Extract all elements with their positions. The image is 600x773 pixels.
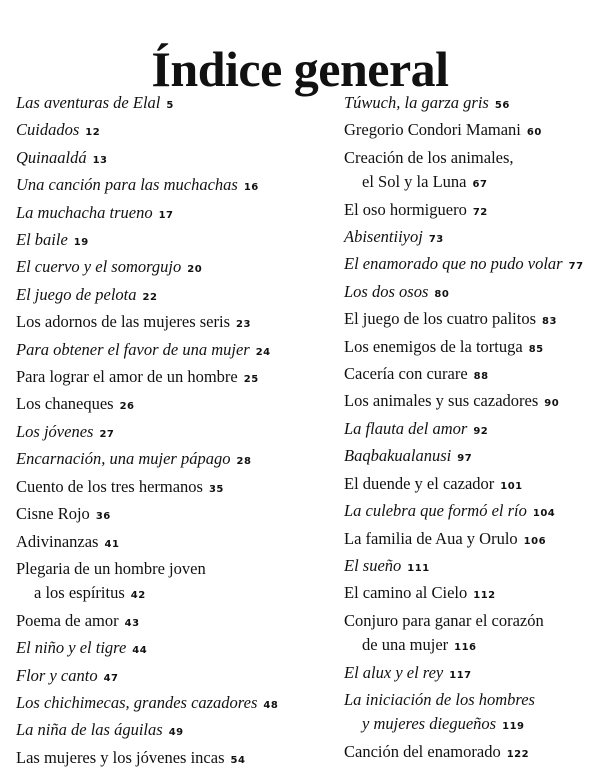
toc-entry [344, 581, 600, 608]
toc-entry-title: Encarnación, una mujer pápago [16, 449, 231, 469]
toc-page-number: 73 [428, 234, 444, 246]
toc-entry-title: El camino al Cielo [344, 583, 468, 603]
toc-entry-title: Las mujeres y los jóvenes incas [16, 747, 225, 767]
toc-entry-title: La flauta del amor [344, 418, 468, 438]
toc-entry-title: Poema de amor [16, 610, 119, 630]
toc-entry [16, 283, 316, 310]
toc-page-number: 106 [523, 535, 547, 547]
toc-entry [16, 146, 316, 173]
toc-page-number: 85 [528, 343, 544, 355]
toc-page-number: 92 [473, 425, 489, 437]
toc-page-number: 47 [103, 672, 119, 684]
toc-page-number: 13 [92, 154, 108, 166]
toc-page-number: 54 [230, 754, 246, 766]
toc-entry-title: Conjuro para ganar el corazón [344, 610, 544, 630]
toc-entry-title: El niño y el tigre [16, 638, 127, 658]
toc-entry-title: El oso hormiguero [344, 199, 467, 219]
toc-entry-title: Flor y canto [16, 665, 98, 685]
toc-page-number: 41 [104, 538, 120, 550]
toc-page-number: 49 [168, 727, 184, 739]
toc-entry [16, 475, 316, 502]
toc-entry-title: Adivinanzas [16, 531, 99, 551]
toc-page-number: 83 [542, 316, 557, 328]
toc-entry [344, 362, 600, 389]
toc-entry-title: Para obtener el favor de una mujer [16, 339, 250, 359]
toc-entry-continuation [344, 170, 600, 197]
toc-page-number: 27 [99, 428, 115, 440]
toc-page-number: 36 [95, 511, 111, 523]
toc-entry-title: La iniciación de los hombres [344, 689, 535, 709]
toc-entry-continuation [16, 581, 316, 608]
toc-entry [16, 392, 316, 419]
toc-page-number: 28 [236, 456, 252, 468]
toc-entry [344, 389, 600, 416]
toc-page-number: 116 [454, 642, 477, 654]
toc-page-number: 43 [124, 617, 140, 629]
toc-entry-title: Los dos osos [344, 281, 429, 301]
toc-entry-title: Gregorio Condori Mamani [344, 120, 521, 140]
toc-entry [344, 118, 600, 145]
toc-page-number: 104 [532, 508, 556, 520]
toc-page-number: 24 [255, 346, 271, 358]
toc-page-number: 26 [119, 401, 135, 413]
toc-page-number: 101 [500, 480, 523, 492]
toc-entry [16, 746, 316, 773]
toc-page-number: 22 [142, 291, 158, 303]
toc-entry [344, 307, 600, 334]
toc-entry [16, 691, 316, 718]
toc-entry-title-line2: y mujeres diegueños [362, 714, 497, 734]
toc-entry [344, 527, 600, 554]
toc-entry [344, 472, 600, 499]
toc-entry [16, 365, 316, 392]
toc-page-number: 60 [526, 127, 542, 139]
toc-entry-title-line2: el Sol y la Luna [362, 172, 467, 192]
toc-entry [344, 198, 600, 225]
toc-entry [16, 420, 316, 447]
toc-page-number: 67 [472, 179, 488, 191]
toc-entry [344, 740, 600, 767]
toc-entry [16, 718, 316, 745]
toc-entry [16, 91, 316, 118]
toc-entry [16, 530, 316, 557]
toc-entry [344, 609, 600, 661]
toc-entry [16, 310, 316, 337]
toc-entry-continuation [344, 633, 600, 660]
toc-page-number: 48 [263, 699, 279, 711]
toc-page-number: 25 [243, 374, 259, 386]
toc-entry [344, 91, 600, 118]
toc-entry-title: Baqbakualanusi [344, 446, 452, 466]
toc-entry-title: El cuervo y el somorgujo [16, 257, 182, 277]
toc-entry [344, 417, 600, 444]
toc-entry [344, 335, 600, 362]
toc-page-number: 97 [457, 453, 473, 465]
toc-entry-title: Los animales y sus cazadores [344, 391, 539, 411]
toc-entry-title: Cuento de los tres hermanos [16, 476, 203, 496]
toc-entry-title: El enamorado que no pudo volar [344, 254, 563, 274]
toc-page-number: 20 [187, 264, 203, 276]
toc-page-number: 56 [494, 100, 510, 111]
toc-page-number: 5 [166, 100, 174, 111]
toc-entry-title: Cisne Rojo [16, 504, 90, 524]
toc-entry [344, 444, 600, 471]
toc-entry-title: El sueño [344, 555, 402, 575]
toc-page-number: 16 [243, 182, 259, 194]
toc-entry-title: El duende y el cazador [344, 473, 495, 493]
toc-entry-title: Los chichimecas, grandes cazadores [16, 692, 258, 712]
toc-page-number: 119 [502, 721, 525, 733]
toc-page-number: 42 [130, 590, 146, 602]
toc-entry-title: Quinaaldá [16, 147, 87, 167]
toc-entry-title: Los adornos de las mujeres seris [16, 312, 230, 332]
toc-entry [16, 557, 316, 609]
toc-page-number: 35 [208, 483, 224, 495]
toc-entry-title: La culebra que formó el río [344, 501, 527, 521]
toc-entry-title-line2: de una mujer [362, 635, 449, 655]
toc-page-number: 111 [407, 562, 430, 574]
toc-entry-title: Cacería con curare [344, 364, 468, 384]
toc-entry [344, 146, 600, 198]
toc-right-column [344, 91, 600, 767]
toc-entry-title: La niña de las águilas [16, 720, 163, 740]
toc-entry-title: Creación de los animales, [344, 147, 514, 167]
toc-page-number: 72 [472, 206, 488, 218]
toc-entry [16, 338, 316, 365]
toc-entry-title: Una canción para las muchachas [16, 175, 238, 195]
toc-entry [16, 118, 316, 145]
toc-page-number: 122 [506, 748, 530, 760]
toc-entry [16, 201, 316, 228]
toc-page-number: 112 [473, 590, 496, 602]
toc-entry [16, 664, 316, 691]
toc-entry-title: Los chaneques [16, 394, 114, 414]
toc-entry [344, 280, 600, 307]
toc-page-number: 117 [449, 669, 472, 681]
toc-entry [16, 228, 316, 255]
toc-entry-title: El alux y el rey [344, 662, 444, 682]
toc-entry [16, 173, 316, 200]
toc-page-number: 17 [158, 209, 174, 221]
toc-entry-title: El juego de los cuatro palitos [344, 309, 536, 329]
page-title: Índice general [151, 40, 449, 97]
toc-page-number: 44 [132, 645, 148, 657]
toc-entry [344, 225, 600, 252]
toc-page-number: 19 [73, 237, 89, 249]
toc-entry [344, 499, 600, 526]
toc-entry-title: Las aventuras de Elal [16, 93, 161, 112]
toc-entry-title: Para lograr el amor de un hombre [16, 367, 238, 387]
toc-entry-title: Canción del enamorado [344, 741, 501, 761]
toc-entry [344, 252, 600, 279]
toc-page-number: 12 [85, 127, 101, 139]
toc-entry-title-line2: a los espíritus [34, 583, 125, 603]
toc-entry [16, 255, 316, 282]
toc-entry-title: Cuidados [16, 120, 80, 140]
toc-page-number: 90 [544, 398, 560, 410]
toc-page-number: 80 [434, 288, 450, 300]
toc-page-number: 23 [236, 319, 251, 331]
toc-entry-title: La muchacha trueno [16, 202, 153, 222]
toc-entry-title: Abisentiiyoj [344, 227, 423, 247]
toc-entry-title: Túwuch, la garza gris [344, 93, 489, 112]
toc-entry [344, 688, 600, 740]
toc-entry-title: Plegaria de un hombre joven [16, 558, 206, 578]
toc-left-column [16, 91, 316, 773]
toc-entry-title: Los enemigos de la tortuga [344, 336, 523, 356]
toc-entry-title: El baile [16, 230, 68, 250]
toc-entry [16, 447, 316, 474]
toc-page-number: 77 [568, 261, 584, 273]
toc-entry [16, 609, 316, 636]
toc-entry [344, 661, 600, 688]
toc-entry [344, 554, 600, 581]
toc-entry-title: La familia de Aua y Orulo [344, 528, 518, 548]
toc-page-number: 88 [473, 371, 489, 383]
toc-entry-title: Los jóvenes [16, 421, 94, 441]
toc-entry-continuation [344, 712, 600, 739]
toc-entry-title: El juego de pelota [16, 284, 137, 304]
toc-entry [16, 502, 316, 529]
toc-entry [16, 636, 316, 663]
